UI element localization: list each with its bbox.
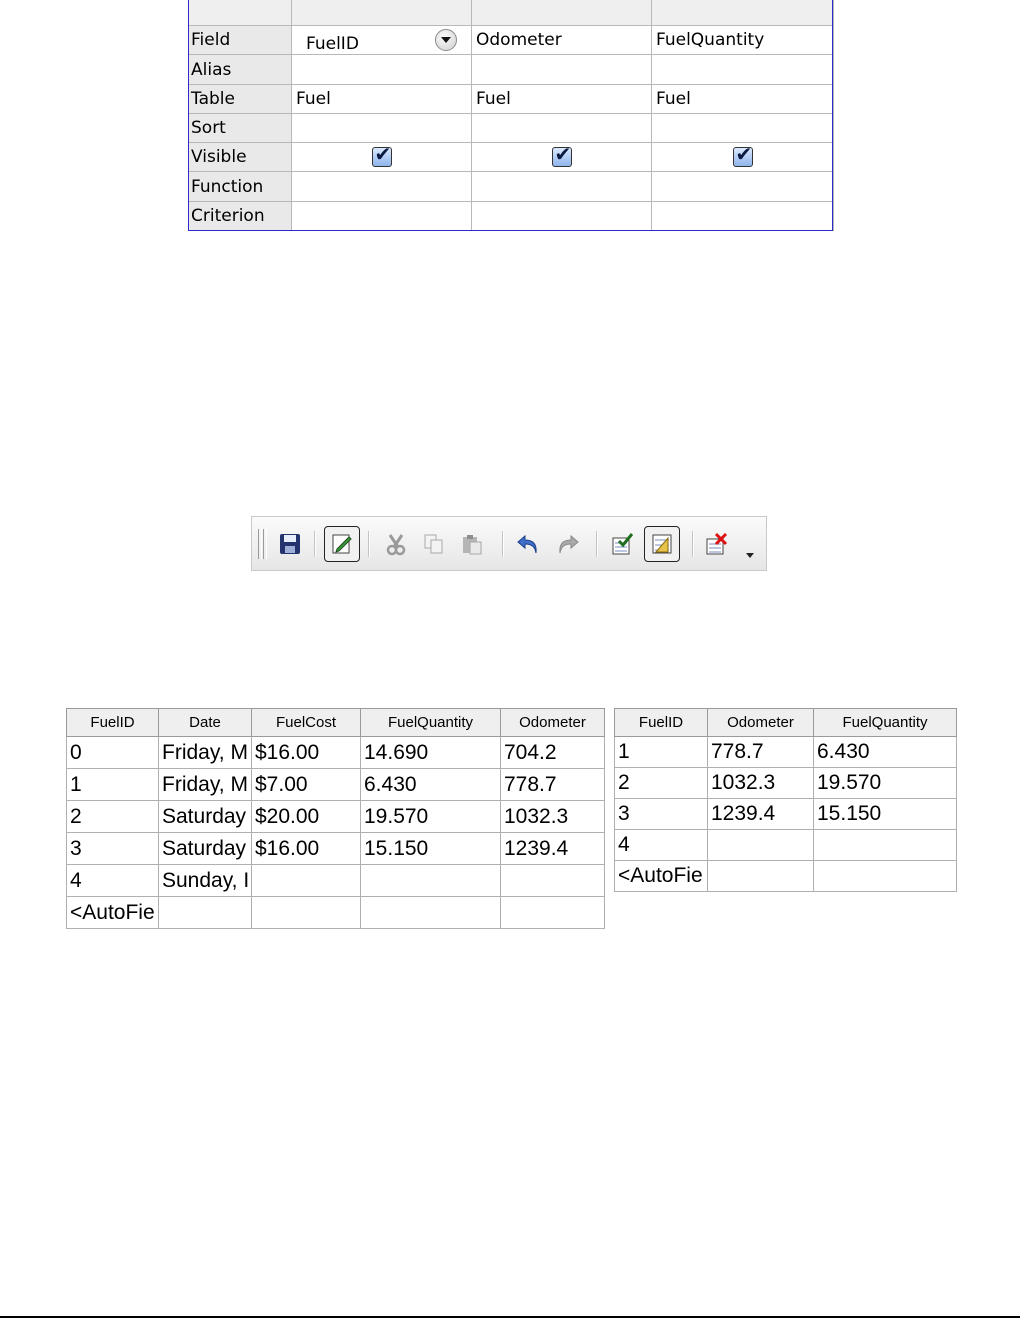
table-cell-3[interactable]: Fuel bbox=[652, 84, 834, 113]
table-cell[interactable]: $16.00 bbox=[252, 737, 361, 769]
visible-cell-1 bbox=[292, 143, 472, 172]
toolbar-separator bbox=[596, 531, 598, 557]
table-cell[interactable]: Friday, M bbox=[159, 769, 252, 801]
table-row bbox=[67, 737, 605, 769]
save-icon[interactable] bbox=[272, 526, 308, 562]
table-header-row bbox=[615, 709, 957, 737]
criterion-row bbox=[189, 201, 834, 230]
row-label-table: Table bbox=[189, 84, 292, 113]
corner-cell bbox=[189, 0, 292, 26]
criterion-cell-1[interactable] bbox=[292, 201, 472, 230]
toolbar-separator bbox=[314, 531, 316, 557]
toolbar-separator bbox=[368, 531, 370, 557]
column-header-2[interactable] bbox=[472, 0, 652, 26]
column-header[interactable]: Odometer bbox=[501, 709, 605, 737]
table-row bbox=[67, 833, 605, 865]
table-cell[interactable] bbox=[708, 830, 814, 861]
visible-checkbox-2[interactable] bbox=[552, 147, 572, 167]
table-row bbox=[615, 768, 957, 799]
toolbar-overflow-arrow-icon[interactable] bbox=[746, 553, 754, 558]
function-cell-3[interactable] bbox=[652, 172, 834, 201]
row-label-criterion: Criterion bbox=[189, 201, 292, 230]
fuel-table bbox=[66, 708, 605, 929]
row-label-alias: Alias bbox=[189, 55, 292, 84]
table-cell[interactable]: 4 bbox=[615, 830, 708, 861]
table-row bbox=[67, 801, 605, 833]
table-row bbox=[67, 769, 605, 801]
alias-cell-1[interactable] bbox=[292, 55, 472, 84]
table-cell[interactable] bbox=[361, 865, 501, 897]
table-row bbox=[189, 84, 834, 113]
table-cell[interactable]: Saturday bbox=[159, 801, 252, 833]
table-cell[interactable]: 1239.4 bbox=[708, 799, 814, 830]
visible-checkbox-3[interactable] bbox=[733, 147, 753, 167]
alias-cell-3[interactable] bbox=[652, 55, 834, 84]
function-cell-1[interactable] bbox=[292, 172, 472, 201]
page-bottom-rule bbox=[0, 1316, 1020, 1318]
table-row bbox=[615, 830, 957, 861]
table-cell[interactable]: 2 bbox=[615, 768, 708, 799]
run-query-icon[interactable] bbox=[604, 526, 640, 562]
redo-icon[interactable] bbox=[550, 526, 586, 562]
table-cell[interactable]: 3 bbox=[615, 799, 708, 830]
row-label-field: Field bbox=[189, 26, 292, 55]
visible-cell-3 bbox=[652, 143, 834, 172]
table-cell[interactable] bbox=[501, 897, 605, 929]
table-cell[interactable]: $16.00 bbox=[252, 833, 361, 865]
copy-icon[interactable] bbox=[416, 526, 452, 562]
delete-icon[interactable] bbox=[698, 526, 734, 562]
column-header[interactable]: FuelID bbox=[615, 709, 708, 737]
table-cell[interactable]: Friday, M bbox=[159, 737, 252, 769]
column-header-row bbox=[189, 0, 834, 26]
table-cell[interactable]: <AutoFie bbox=[615, 861, 708, 892]
table-cell[interactable]: 15.150 bbox=[361, 833, 501, 865]
table-row bbox=[67, 865, 605, 897]
table-cell[interactable]: Saturday bbox=[159, 833, 252, 865]
field-row bbox=[189, 26, 834, 55]
sort-row bbox=[189, 113, 834, 142]
table-cell[interactable]: 14.690 bbox=[361, 737, 501, 769]
row-label-sort: Sort bbox=[189, 113, 292, 142]
row-label-function: Function bbox=[189, 172, 292, 201]
table-cell[interactable] bbox=[159, 897, 252, 929]
table-cell[interactable]: Sunday, I bbox=[159, 865, 252, 897]
criterion-cell-3[interactable] bbox=[652, 201, 834, 230]
query-result-table bbox=[614, 708, 957, 892]
table-cell[interactable]: 4 bbox=[67, 865, 159, 897]
edit-mode-icon[interactable] bbox=[324, 526, 360, 562]
cut-icon[interactable] bbox=[378, 526, 414, 562]
table-cell[interactable] bbox=[814, 861, 957, 892]
table-cell[interactable]: 15.150 bbox=[814, 799, 957, 830]
table-cell[interactable]: 0 bbox=[67, 737, 159, 769]
toolbar-separator bbox=[502, 531, 504, 557]
sort-cell-2[interactable] bbox=[472, 113, 652, 142]
table-cell[interactable]: 704.2 bbox=[501, 737, 605, 769]
table-cell[interactable]: $7.00 bbox=[252, 769, 361, 801]
table-cell[interactable] bbox=[814, 830, 957, 861]
table-cell[interactable]: 778.7 bbox=[501, 769, 605, 801]
visible-checkbox-1[interactable] bbox=[372, 147, 392, 167]
table-cell[interactable] bbox=[708, 861, 814, 892]
table-cell[interactable]: <AutoFie bbox=[67, 897, 159, 929]
sort-cell-1[interactable] bbox=[292, 113, 472, 142]
paste-icon[interactable] bbox=[454, 526, 490, 562]
table-cell-2[interactable]: Fuel bbox=[472, 84, 652, 113]
column-header[interactable]: FuelQuantity bbox=[814, 709, 957, 737]
field-cell-1[interactable] bbox=[292, 26, 472, 55]
visible-row bbox=[189, 143, 834, 172]
query-design-toolbar bbox=[251, 516, 767, 571]
design-view-icon[interactable] bbox=[644, 526, 680, 562]
column-header[interactable]: FuelQuantity bbox=[361, 709, 501, 737]
field-value: FuelID bbox=[306, 34, 359, 55]
undo-icon[interactable] bbox=[510, 526, 546, 562]
table-cell[interactable]: 6.430 bbox=[361, 769, 501, 801]
column-header[interactable]: FuelID bbox=[67, 709, 159, 737]
column-header-3[interactable] bbox=[652, 0, 834, 26]
table-row bbox=[67, 897, 605, 929]
table-cell[interactable]: 1032.3 bbox=[501, 801, 605, 833]
dropdown-arrow-icon[interactable] bbox=[435, 29, 457, 51]
criterion-cell-2[interactable] bbox=[472, 201, 652, 230]
alias-row bbox=[189, 55, 834, 84]
function-row bbox=[189, 172, 834, 201]
table-cell[interactable]: 6.430 bbox=[814, 737, 957, 768]
field-cell-2[interactable]: Odometer bbox=[472, 26, 652, 55]
table-cell[interactable]: 3 bbox=[67, 833, 159, 865]
row-label-visible: Visible bbox=[189, 143, 292, 172]
table-row bbox=[615, 799, 957, 830]
column-header[interactable]: FuelCost bbox=[252, 709, 361, 737]
table-cell-1[interactable]: Fuel bbox=[292, 84, 472, 113]
table-cell[interactable]: 1 bbox=[67, 769, 159, 801]
visible-cell-2 bbox=[472, 143, 652, 172]
table-cell[interactable]: 19.570 bbox=[361, 801, 501, 833]
column-header[interactable]: Odometer bbox=[708, 709, 814, 737]
sort-cell-3[interactable] bbox=[652, 113, 834, 142]
toolbar-separator bbox=[692, 531, 694, 557]
table-cell[interactable] bbox=[361, 897, 501, 929]
table-cell[interactable] bbox=[252, 897, 361, 929]
table-row bbox=[615, 861, 957, 892]
table-cell[interactable] bbox=[501, 865, 605, 897]
table-cell[interactable]: 1239.4 bbox=[501, 833, 605, 865]
alias-cell-2[interactable] bbox=[472, 55, 652, 84]
function-cell-2[interactable] bbox=[472, 172, 652, 201]
table-header-row bbox=[67, 709, 605, 737]
table-cell[interactable]: $20.00 bbox=[252, 801, 361, 833]
table-cell[interactable]: 1 bbox=[615, 737, 708, 768]
table-cell[interactable] bbox=[252, 865, 361, 897]
table-row bbox=[615, 737, 957, 768]
table-cell[interactable]: 2 bbox=[67, 801, 159, 833]
column-header[interactable]: Date bbox=[159, 709, 252, 737]
query-design-grid bbox=[188, 0, 834, 231]
table-cell[interactable]: 778.7 bbox=[708, 737, 814, 768]
field-cell-3[interactable]: FuelQuantity bbox=[652, 26, 834, 55]
column-header-1[interactable] bbox=[292, 0, 472, 26]
toolbar-grip-2[interactable] bbox=[263, 529, 267, 559]
toolbar-grip[interactable] bbox=[258, 529, 262, 559]
table-cell[interactable]: 1032.3 bbox=[708, 768, 814, 799]
table-cell[interactable]: 19.570 bbox=[814, 768, 957, 799]
